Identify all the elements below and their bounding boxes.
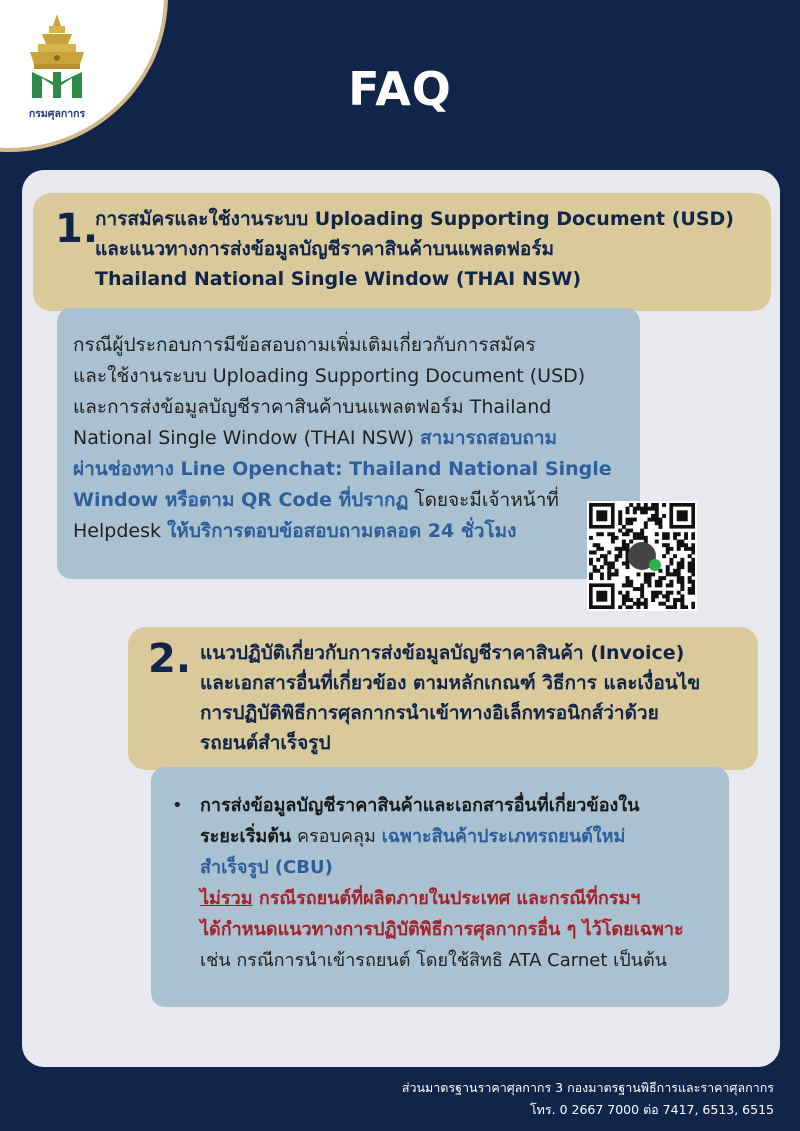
qr-code-icon[interactable] — [587, 501, 697, 611]
bullet-text-bold: ระยะเริ่มต้น — [200, 826, 292, 847]
section1-heading-line: และแนวทางการส่งข้อมูลบัญชีราคาสินค้าบนแพลตฟอร์ม — [95, 238, 555, 260]
section1-body-text — [73, 330, 633, 547]
bullet-line — [200, 883, 720, 914]
body-text-highlight: ให้บริการตอบข้อสอบถามตลอด 24 ชั่วโมง — [167, 520, 517, 542]
body-line — [73, 485, 633, 516]
bullet-text-highlight: เฉพาะสินค้าประเภทรถยนต์ใหม่ — [381, 826, 626, 847]
section2-heading-line: รถยนต์สำเร็จรูป — [200, 732, 331, 754]
bullet-line — [200, 821, 720, 852]
body-text-plain: Helpdesk — [73, 520, 168, 542]
body-text-plain: โดยจะมีเจ้าหน้าที่ — [408, 489, 559, 511]
bullet-line: ได้กำหนดแนวทางการปฏิบัติพิธีการศุลกากรอื่น ๆ ไว้โดยเฉพาะ — [200, 919, 684, 940]
section1-number: 1. — [55, 206, 99, 252]
body-line — [73, 423, 633, 454]
logo-caption: กรมศุลกากร — [28, 108, 86, 120]
body-text-highlight: Window หรือตาม QR Code ที่ปรากฏ — [73, 489, 409, 511]
body-text-highlight: สามารถสอบถาม — [420, 427, 558, 449]
footer — [402, 1077, 774, 1121]
qr-code-graphic — [589, 503, 695, 609]
section2-heading — [200, 638, 745, 758]
body-line: และการส่งข้อมูลบัญชีราคาสินค้าบนแพลตฟอร์ม Thailand — [73, 396, 552, 418]
bullet-line: การส่งข้อมูลบัญชีราคาสินค้าและเอกสารอื่นที่เกี่ยวข้องใน — [200, 795, 640, 816]
bullet-text-plain: ครอบคลุม — [291, 826, 382, 847]
section2-heading-line: การปฏิบัติพิธีการศุลกากรนำเข้าทางอิเล็กทรอนิกส์ว่าด้วย — [200, 702, 659, 724]
bullet-text-warning-underlined: ไม่รวม — [200, 888, 253, 909]
bullet-line: สำเร็จรูป (CBU) — [200, 857, 333, 878]
bullet-dot-icon: • — [172, 795, 183, 816]
section2-heading-line: แนวปฏิบัติเกี่ยวกับการส่งข้อมูลบัญชีราคาสินค้า (Invoice) — [200, 642, 685, 664]
section1-heading-line: การสมัครและใช้งานระบบ Uploading Supporting Document (USD) — [95, 208, 734, 230]
section1-heading — [95, 204, 755, 294]
bullet-text — [200, 790, 720, 976]
body-line: ผ่านช่องทาง Line Openchat: Thailand National Single — [73, 458, 612, 480]
section2-number: 2. — [148, 636, 192, 682]
body-line: กรณีผู้ประกอบการมีข้อสอบถามเพิ่มเติมเกี่ยวกับการสมัคร — [73, 334, 536, 356]
page-title: FAQ — [348, 62, 452, 116]
body-line — [73, 516, 633, 547]
bullet-line: เช่น กรณีการนำเข้ารถยนต์ โดยใช้สิทธิ ATA Carnet เป็นต้น — [200, 950, 667, 971]
body-line: และใช้งานระบบ Uploading Supporting Document (USD) — [73, 365, 586, 387]
section1-heading-line: Thailand National Single Window (THAI NSW) — [95, 268, 582, 290]
footer-department: ส่วนมาตรฐานราคาศุลกากร 3 กองมาตรฐานพิธีการและราคาศุลกากร — [401, 1080, 774, 1095]
section2-heading-line: และเอกสารอื่นที่เกี่ยวข้อง ตามหลักเกณฑ์ วิธีการ และเงื่อนไข — [200, 672, 701, 694]
footer-phone: โทร. 0 2667 7000 ต่อ 7417, 6513, 6515 — [529, 1102, 774, 1117]
body-text-plain: National Single Window (THAI NSW) — [73, 427, 421, 449]
bullet-text-warning: กรณีรถยนต์ที่ผลิตภายในประเทศ และกรณีที่กรมฯ — [252, 888, 641, 909]
